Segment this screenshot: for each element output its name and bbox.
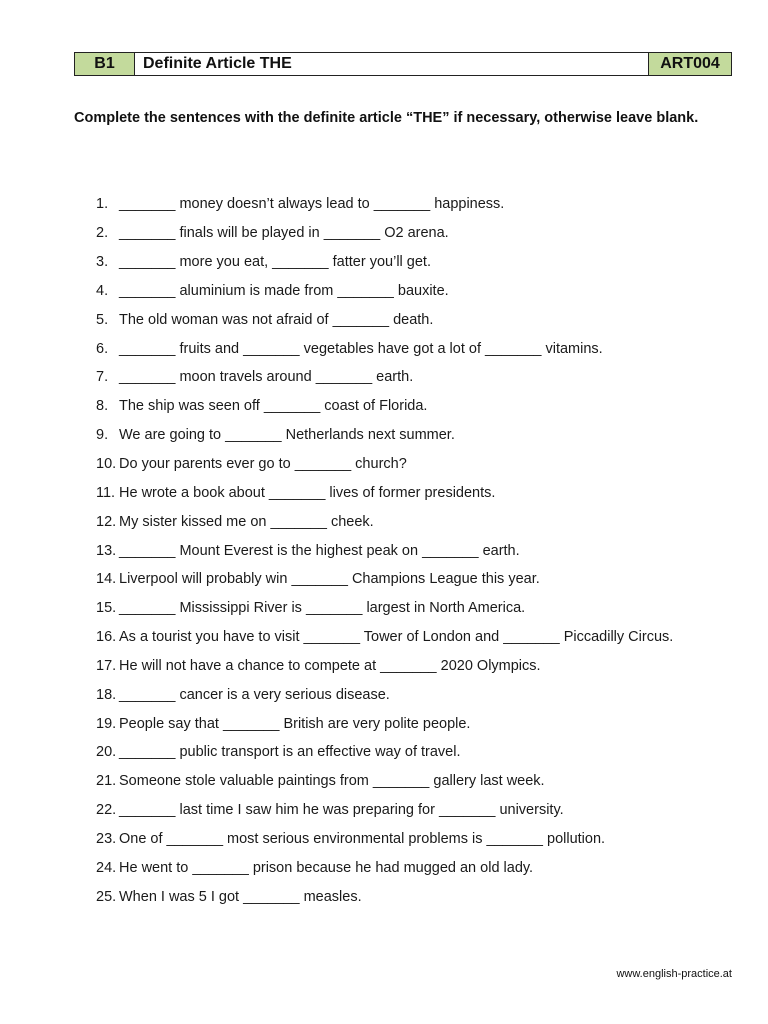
item-number: 11. — [96, 484, 116, 501]
item-text: _______ cancer is a very serious disease. — [119, 686, 390, 703]
item-number: 5. — [96, 311, 109, 328]
exercise-item — [96, 652, 736, 681]
item-text: He will not have a chance to compete at _______ 2020 Olympics. — [119, 657, 541, 674]
item-text: _______ aluminium is made from _______ bauxite. — [119, 282, 449, 299]
worksheet-title: Definite Article THE — [135, 53, 649, 75]
item-text: _______ more you eat, _______ fatter you’ll get. — [119, 254, 431, 271]
exercise-item — [96, 825, 736, 854]
item-number: 17. — [96, 657, 117, 674]
item-text: Liverpool will probably win _______ Champions League this year. — [119, 571, 540, 588]
exercise-item — [96, 709, 736, 738]
exercise-item — [96, 536, 736, 565]
exercise-item — [96, 334, 736, 363]
exercise-item — [96, 565, 736, 594]
item-text: _______ Mississippi River is _______ largest in North America. — [119, 600, 526, 617]
exercise-item — [96, 882, 736, 911]
item-number: 7. — [96, 369, 109, 386]
item-text: _______ fruits and _______ vegetables have got a lot of _______ vitamins. — [119, 340, 603, 357]
item-text: People say that _______ British are very polite people. — [119, 715, 471, 732]
worksheet-header — [74, 52, 732, 76]
item-number: 18. — [96, 686, 117, 703]
footer-url: www.english-practice.at — [616, 968, 732, 980]
worksheet-code: ART004 — [649, 53, 731, 75]
exercise-item — [96, 450, 736, 479]
exercise-item — [96, 219, 736, 248]
item-text: _______ last time I saw him he was preparing for _______ university. — [119, 802, 564, 819]
item-text: The old woman was not afraid of _______ death. — [119, 311, 434, 328]
item-number: 25. — [96, 888, 117, 905]
item-number: 13. — [96, 542, 117, 559]
item-text: Do your parents ever go to _______ church? — [119, 456, 407, 473]
exercise-item — [96, 421, 736, 450]
exercise-item — [96, 680, 736, 709]
item-number: 9. — [96, 427, 109, 444]
item-text: The ship was seen off _______ coast of Florida. — [119, 398, 428, 415]
exercise-item — [96, 738, 736, 767]
item-text: _______ public transport is an effective way of travel. — [119, 744, 461, 761]
exercise-item — [96, 478, 736, 507]
item-number: 6. — [96, 340, 109, 357]
item-text: He wrote a book about _______ lives of former presidents. — [119, 484, 496, 501]
exercise-item — [96, 623, 736, 652]
item-number: 24. — [96, 859, 117, 876]
item-number: 12. — [96, 513, 117, 530]
item-text: _______ moon travels around _______ earth. — [119, 369, 414, 386]
item-number: 21. — [96, 773, 117, 790]
item-number: 16. — [96, 629, 117, 646]
item-number: 10. — [96, 456, 117, 473]
exercise-item — [96, 190, 736, 219]
exercise-item — [96, 277, 736, 306]
item-number: 23. — [96, 830, 117, 847]
item-text: My sister kissed me on _______ cheek. — [119, 513, 374, 530]
item-text: _______ money doesn’t always lead to _______ happiness. — [119, 196, 505, 213]
exercise-list — [96, 190, 736, 911]
item-number: 2. — [96, 225, 109, 242]
item-text: One of _______ most serious environmental problems is _______ pollution. — [119, 830, 606, 847]
exercise-item — [96, 392, 736, 421]
item-text: Someone stole valuable paintings from _______ gallery last week. — [119, 773, 545, 790]
item-text: As a tourist you have to visit _______ Tower of London and _______ Piccadilly Circus. — [119, 629, 674, 646]
exercise-item — [96, 796, 736, 825]
level-badge: B1 — [75, 53, 135, 75]
item-text: We are going to _______ Netherlands next summer. — [119, 427, 455, 444]
item-text: _______ finals will be played in _______ O2 arena. — [119, 225, 449, 242]
exercise-item — [96, 507, 736, 536]
item-text: When I was 5 I got _______ measles. — [119, 888, 362, 905]
item-text: _______ Mount Everest is the highest peak on _______ earth. — [119, 542, 520, 559]
item-number: 20. — [96, 744, 117, 761]
exercise-item — [96, 305, 736, 334]
item-number: 1. — [96, 196, 109, 213]
exercise-item — [96, 767, 736, 796]
item-text: He went to _______ prison because he had mugged an old lady. — [119, 859, 534, 876]
exercise-item — [96, 248, 736, 277]
item-number: 19. — [96, 715, 117, 732]
item-number: 14. — [96, 571, 117, 588]
item-number: 15. — [96, 600, 117, 617]
item-number: 22. — [96, 802, 117, 819]
item-number: 4. — [96, 282, 109, 299]
instructions: Complete the sentences with the definite article “THE” if necessary, otherwise leave blank. — [74, 110, 699, 126]
item-number: 3. — [96, 254, 109, 271]
exercise-item — [96, 594, 736, 623]
item-number: 8. — [96, 398, 109, 415]
exercise-item — [96, 363, 736, 392]
exercise-item — [96, 853, 736, 882]
